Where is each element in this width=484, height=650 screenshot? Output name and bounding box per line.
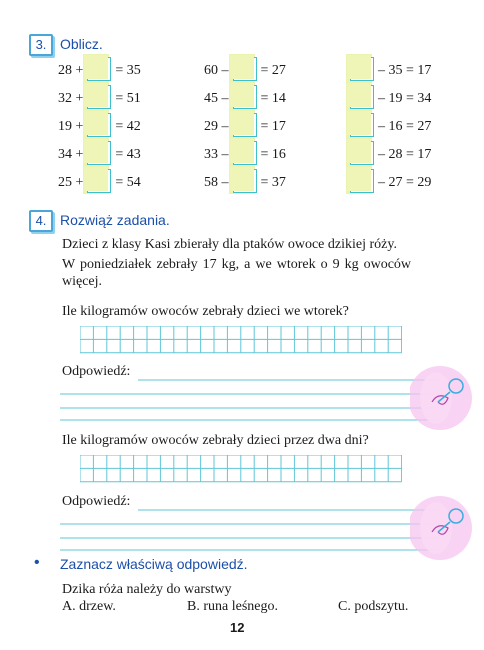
equation-right: – 28 = 17 — [378, 147, 432, 162]
equation-left: 19 + — [58, 119, 84, 134]
equation-row — [58, 143, 141, 167]
exercise-4-title: Rozwiąż zadania. — [60, 212, 170, 228]
equation-right: = 54 — [115, 175, 141, 190]
exercise-3-number: 3. — [29, 34, 53, 56]
equation-row — [348, 87, 431, 111]
equation-right: = 42 — [115, 119, 141, 134]
equation-left: 29 – — [204, 119, 229, 134]
problem-text-line-3: więcej. — [62, 274, 103, 289]
equation-row — [348, 59, 431, 83]
equation-left: 34 + — [58, 147, 84, 162]
equation-right: – 16 = 27 — [378, 119, 432, 134]
answer-1-label: Odpowiedź: — [62, 364, 131, 379]
equation-right: = 16 — [260, 147, 286, 162]
exercise-3-title: Oblicz. — [60, 36, 103, 52]
equation-row — [204, 171, 286, 195]
pink-swirl-decoration — [410, 492, 484, 562]
equation-right: – 27 = 29 — [378, 175, 432, 190]
option-a[interactable]: A. drzew. — [62, 599, 116, 614]
equation-row — [204, 143, 286, 167]
exercise-5-question: Dzika róża należy do warstwy — [62, 582, 232, 597]
exercise-4-number: 4. — [29, 210, 53, 232]
equation-left: 32 + — [58, 91, 84, 106]
option-c[interactable]: C. podszytu. — [338, 599, 409, 614]
equation-right: – 19 = 34 — [378, 91, 432, 106]
equation-right: = 51 — [115, 91, 141, 106]
equation-row — [348, 115, 431, 139]
equation-left: 33 – — [204, 147, 229, 162]
calculation-grid-2[interactable] — [80, 455, 402, 483]
answer-box[interactable] — [233, 169, 257, 198]
equation-left: 45 – — [204, 91, 229, 106]
exercise-5-title: Zaznacz właściwą odpowiedź. — [60, 556, 248, 572]
equation-left: 58 – — [204, 175, 229, 190]
equation-row — [348, 171, 431, 195]
pink-swirl-decoration — [410, 362, 484, 432]
equation-row — [58, 87, 141, 111]
equation-row — [348, 143, 431, 167]
option-b[interactable]: B. runa leśnego. — [187, 599, 278, 614]
equation-left: 60 – — [204, 63, 229, 78]
equation-left: 25 + — [58, 175, 84, 190]
equation-row — [204, 115, 286, 139]
equation-right: = 35 — [115, 63, 141, 78]
problem-text-line-1: Dzieci z klasy Kasi zbierały dla ptaków owoce dzikiej róży. — [62, 237, 397, 252]
equation-right: = 14 — [260, 91, 286, 106]
page-number: 12 — [230, 620, 245, 635]
question-2: Ile kilogramów owoców zebrały dzieci przez dwa dni? — [62, 433, 369, 448]
equation-left: 28 + — [58, 63, 84, 78]
equation-right: = 43 — [115, 147, 141, 162]
equation-row — [58, 171, 141, 195]
equation-right: = 17 — [260, 119, 286, 134]
answer-box[interactable] — [350, 169, 374, 198]
equation-row — [204, 87, 286, 111]
calculation-grid-1[interactable] — [80, 326, 402, 354]
equation-right: = 27 — [260, 63, 286, 78]
exercise-5-bullet: • — [34, 554, 40, 571]
answer-2-label: Odpowiedź: — [62, 494, 131, 509]
equation-right: – 35 = 17 — [378, 63, 432, 78]
equation-row — [58, 115, 141, 139]
equation-row — [204, 59, 286, 83]
problem-text-line-2: W poniedziałek zebrały 17 kg, a we wtorek o 9 kg owoców — [62, 257, 412, 272]
equation-row — [58, 59, 141, 83]
equation-right: = 37 — [260, 175, 286, 190]
answer-box[interactable] — [87, 169, 111, 198]
question-1: Ile kilogramów owoców zebrały dzieci we wtorek? — [62, 304, 349, 319]
